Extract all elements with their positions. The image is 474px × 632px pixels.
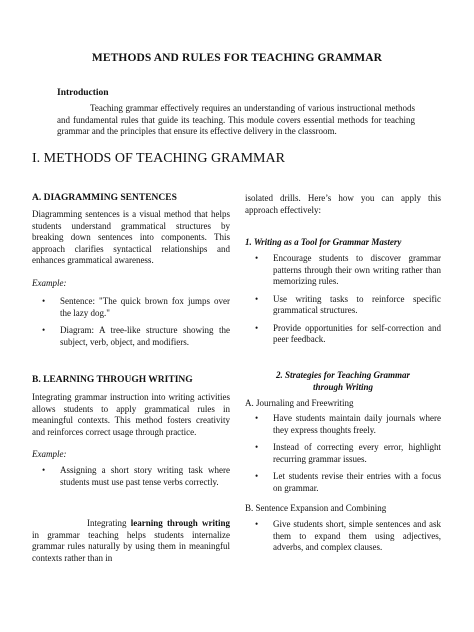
bullet-icon: • [255,413,259,423]
bullet-icon: • [255,293,259,304]
list-item: • Provide opportunities for self-correction and peer feedback. [255,322,441,344]
list-item: • Sentence: "The quick brown fox jumps over the lazy dog." [42,296,230,318]
subheading-strategies: 2. Strategies for Teaching Grammar through Writing [276,370,410,392]
subheading-writing-tool: 1. Writing as a Tool for Grammar Mastery [245,237,402,247]
bullet-icon: • [255,519,259,529]
subheading-diagramming: A. DIAGRAMMING SENTENCES [32,193,177,203]
list-item: • Give students short, simple sentences and ask them to expand them using adjectives, adverbs, and complex clauses. [255,519,441,552]
intro-paragraph: Teaching grammar effectively requires an understanding of various instructional methods and fundamental rules that guide its teaching. This module covers essential methods for teaching grammar and the principles that ensure its effective delivery in the classroom. [57,103,415,136]
bullet-icon: • [255,442,259,452]
document-title: METHODS AND RULES FOR TEACHING GRAMMAR [91,52,383,64]
learning-writing-paragraph: Integrating grammar instruction into writing activities allows students to apply grammatical rules in meaningful contexts. This method fosters creativity and reinforces correct usage through practice. [32,392,230,437]
list-item: • Use writing tasks to reinforce specific grammatical structures. [255,293,441,315]
subheading-learning-writing: B. LEARNING THROUGH WRITING [32,375,193,385]
example-label: Example: [32,278,67,288]
writing-tool-bullet-list [245,253,441,352]
intro-heading: Introduction [57,88,109,98]
sentence-expansion-label: B. Sentence Expansion and Combining [245,503,387,513]
journaling-bullet-list [245,413,441,500]
learning-writing-bullet-list [32,465,230,494]
diagramming-paragraph: Diagramming sentences is a visual method that helps students understand grammatical structures by breaking down sentences into components. This approach clarifies syntactical relationships and enhances grammatical awareness. [32,209,230,265]
bullet-icon: • [42,325,46,335]
bullet-icon: • [255,253,259,263]
bullet-icon: • [255,471,259,481]
bullet-icon: • [42,465,46,475]
journaling-label: A. Journaling and Freewriting [245,398,354,408]
list-item: • Instead of correcting every error, highlight recurring grammar issues. [255,442,441,464]
continuation-paragraph: isolated drills. Here’s how you can apply this approach effectively: [245,193,441,215]
diagramming-bullet-list [32,296,230,354]
bullet-icon: • [255,322,259,333]
list-item: • Let students revise their entries with a focus on grammar. [255,471,441,493]
sentence-expansion-bullet-list [245,519,441,560]
list-item: • Encourage students to discover grammar patterns through their own writing rather than memorizing rules. [255,253,441,286]
list-item: • Have students maintain daily journals where they express thoughts freely. [255,413,441,435]
list-item: • Assigning a short story writing task where students must use past tense verbs correctly. [42,465,230,487]
closing-paragraph: Integrating learning through writing in grammar teaching helps students internalize grammar rules naturally by using them in meaningful contexts rather than in [32,518,230,563]
list-item: • Diagram: A tree-like structure showing the subject, verb, object, and modifiers. [42,325,230,347]
section-heading: I. METHODS OF TEACHING GRAMMAR [32,151,285,166]
bullet-icon: • [42,296,46,306]
example-label: Example: [32,449,67,459]
